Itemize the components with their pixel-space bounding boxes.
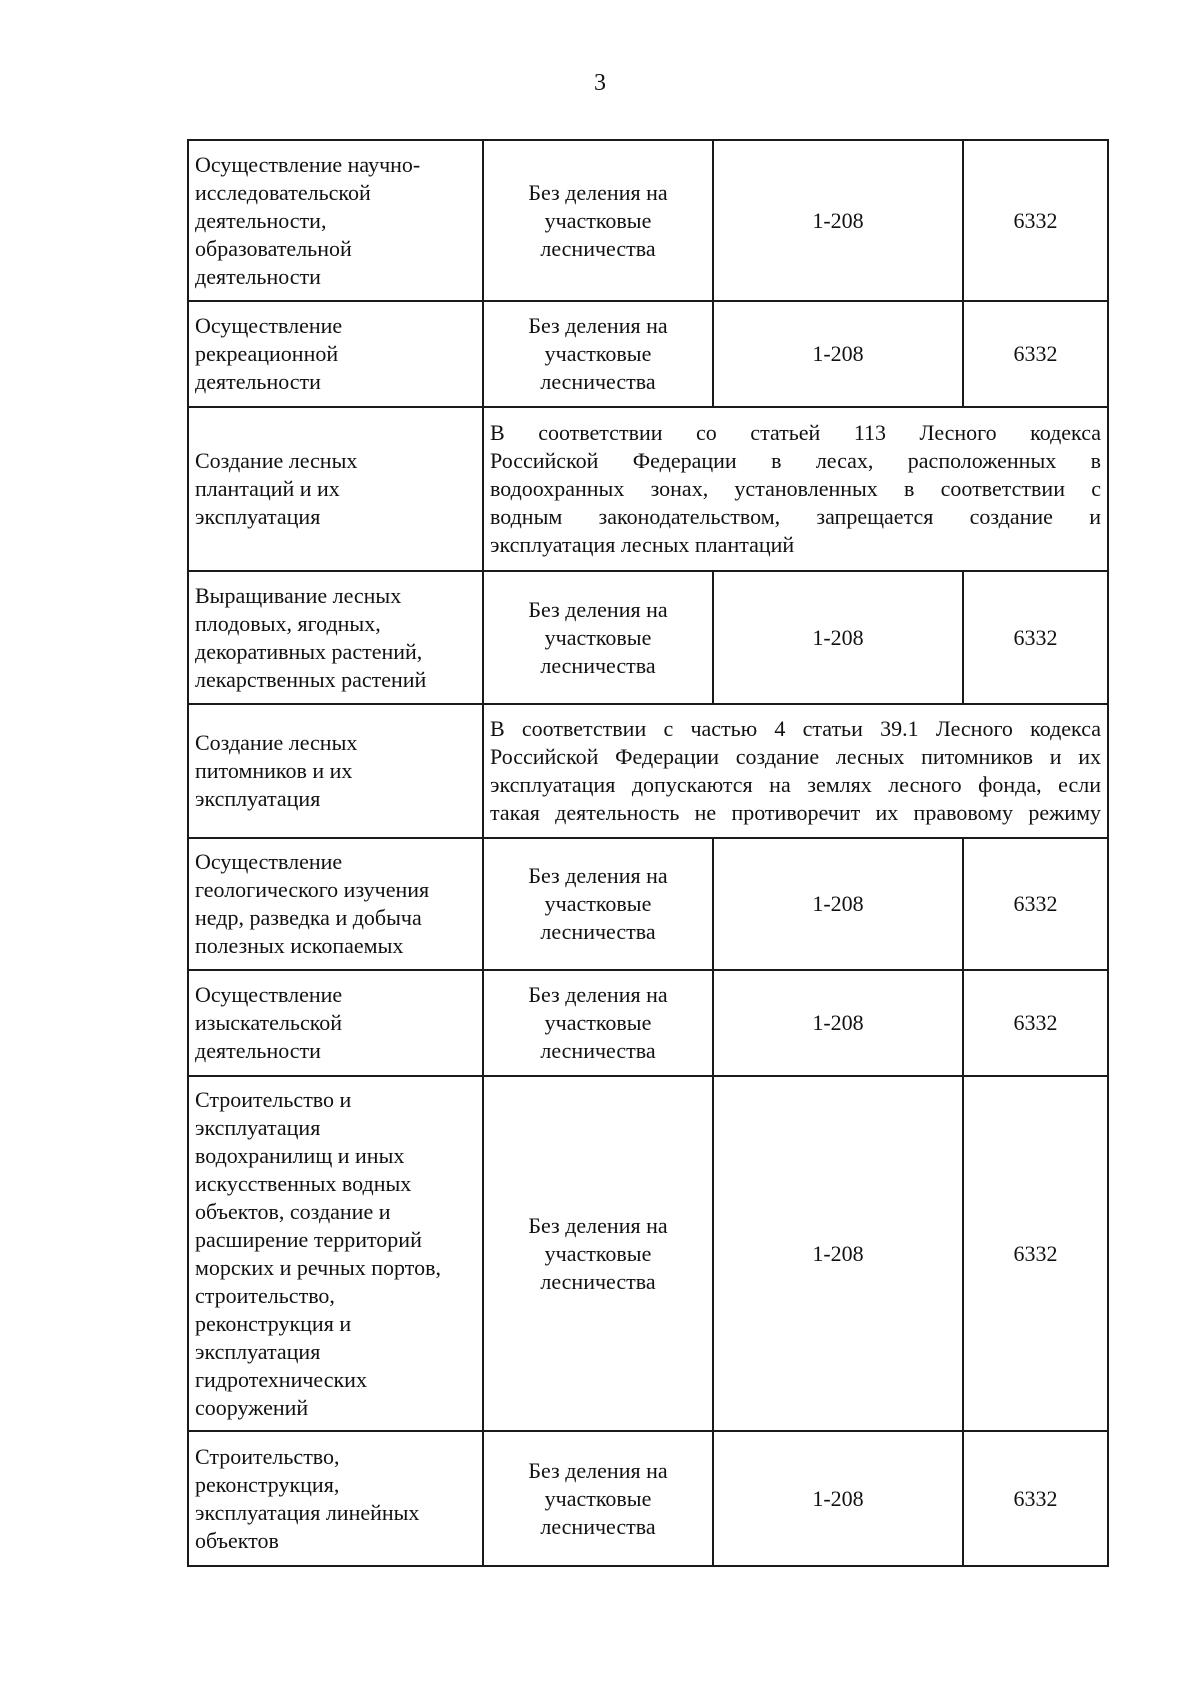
activity-cell: Строительство, реконструкция, эксплуатация линейных объектов xyxy=(188,1431,483,1566)
table-row xyxy=(188,140,1108,301)
page-number: 3 xyxy=(594,70,606,96)
forestry-cell: Без деления на участковые лесничества xyxy=(483,838,713,970)
activity-cell: Создание лесных плантаций и их эксплуатация xyxy=(188,407,483,571)
activity-cell: Выращивание лесных плодовых, ягодных, декоративных растений, лекарственных растений xyxy=(188,571,483,704)
activity-cell: Осуществление научно- исследовательской деятельности, образовательной деятельности xyxy=(188,140,483,301)
area-cell: 6332 xyxy=(963,1076,1108,1431)
quarters-cell: 1-208 xyxy=(713,1076,963,1431)
activity-cell: Осуществление геологического изучения недр, разведка и добыча полезных ископаемых xyxy=(188,838,483,970)
activity-cell: Осуществление рекреационной деятельности xyxy=(188,301,483,407)
quarters-cell: 1-208 xyxy=(713,970,963,1076)
table-row xyxy=(188,970,1108,1076)
table-row xyxy=(188,1431,1108,1566)
forest-use-table xyxy=(187,139,1109,1567)
table-row xyxy=(188,1076,1108,1431)
permission-note-cell: В соответствии с частью 4 статьи 39.1 Лесного кодекса Российской Федерации создание лесных питомников и их эксплуатация допускаются на землях лесного фонда, если такая деятельность не противоречит их правовому режиму xyxy=(483,704,1108,838)
forestry-cell: Без деления на участковые лесничества xyxy=(483,1076,713,1431)
table-row xyxy=(188,838,1108,970)
quarters-cell: 1-208 xyxy=(713,571,963,704)
activity-cell: Строительство и эксплуатация водохранилищ и иных искусственных водных объектов, создание и расширение территорий морских и речных портов, строительство, реконструкция и эксплуатация гидротехнических сооружений xyxy=(188,1076,483,1431)
activity-cell: Создание лесных питомников и их эксплуатация xyxy=(188,704,483,838)
forestry-cell: Без деления на участковые лесничества xyxy=(483,571,713,704)
restriction-note-cell: В соответствии со статьей 113 Лесного кодекса Российской Федерации в лесах, расположенных в водоохранных зонах, установленных в соответствии с водным законодательством, запрещается создание и эксплуатация лесных плантаций xyxy=(483,407,1108,571)
activity-cell: Осуществление изыскательской деятельности xyxy=(188,970,483,1076)
area-cell: 6332 xyxy=(963,301,1108,407)
area-cell: 6332 xyxy=(963,970,1108,1076)
quarters-cell: 1-208 xyxy=(713,140,963,301)
table-row xyxy=(188,407,1108,571)
table-row xyxy=(188,704,1108,838)
area-cell: 6332 xyxy=(963,140,1108,301)
table-row xyxy=(188,301,1108,407)
forestry-cell: Без деления на участковые лесничества xyxy=(483,140,713,301)
quarters-cell: 1-208 xyxy=(713,1431,963,1566)
area-cell: 6332 xyxy=(963,838,1108,970)
forestry-cell: Без деления на участковые лесничества xyxy=(483,1431,713,1566)
quarters-cell: 1-208 xyxy=(713,838,963,970)
table-row xyxy=(188,571,1108,704)
area-cell: 6332 xyxy=(963,571,1108,704)
forestry-cell: Без деления на участковые лесничества xyxy=(483,301,713,407)
forestry-cell: Без деления на участковые лесничества xyxy=(483,970,713,1076)
area-cell: 6332 xyxy=(963,1431,1108,1566)
quarters-cell: 1-208 xyxy=(713,301,963,407)
